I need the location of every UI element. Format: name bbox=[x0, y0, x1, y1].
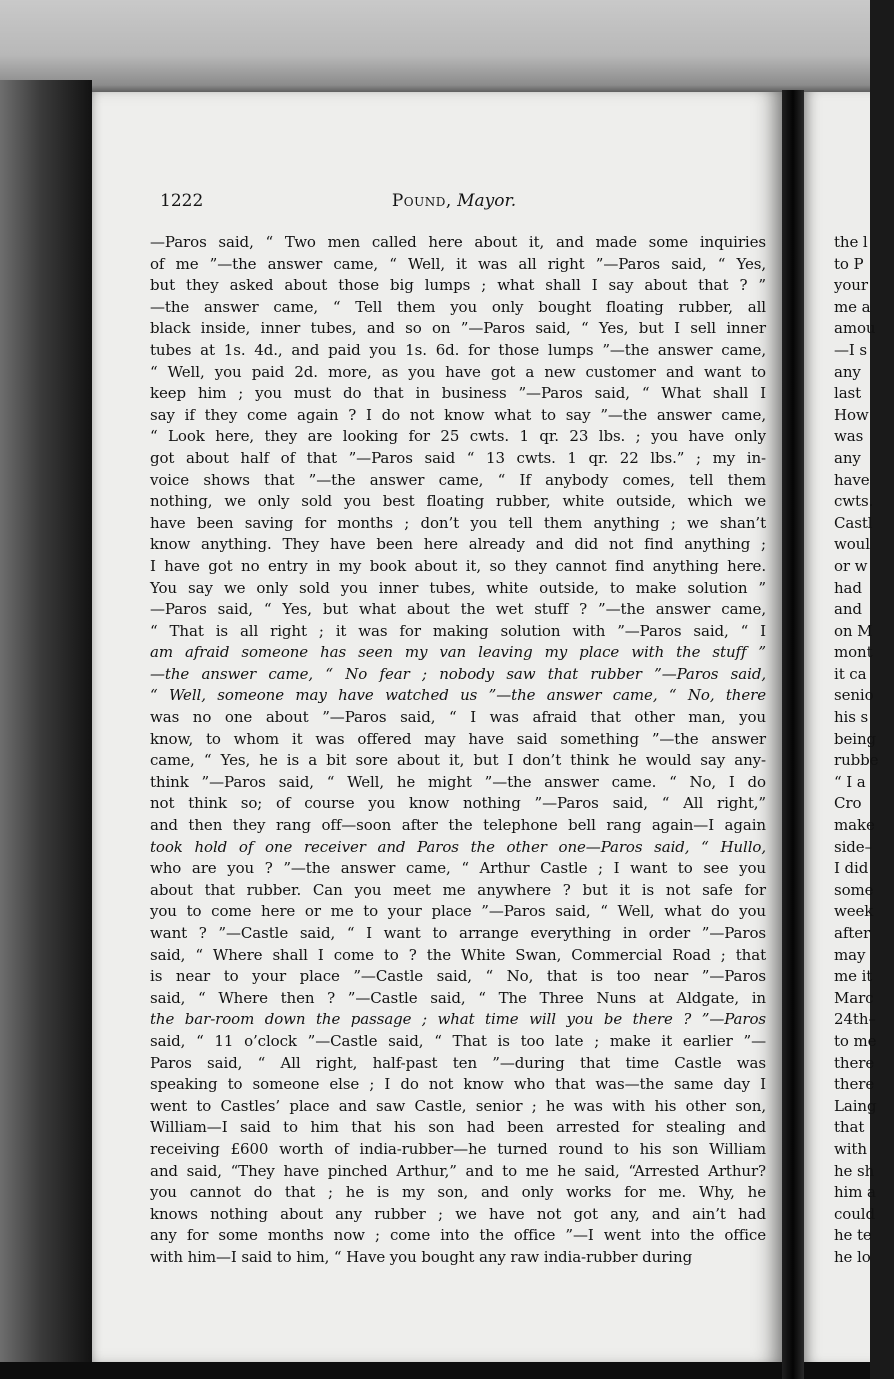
running-head bbox=[0, 186, 870, 216]
text-line: receiving £600 worth of india-rubber—he turned round to his son William bbox=[150, 1139, 766, 1158]
right-page-line: or w bbox=[834, 556, 868, 575]
right-page-line: week bbox=[834, 902, 874, 921]
text-line: “ Well, someone may have watched us ”—the answer came, “ No, there bbox=[150, 686, 766, 705]
right-page-line: may bbox=[834, 945, 866, 964]
text-line: is near to your place ”—Castle said, “ No, that is too near ”—Paros bbox=[150, 967, 766, 986]
right-page-line: any bbox=[834, 448, 861, 467]
text-line: You say we only sold you inner tubes, white outside, to make solution ” bbox=[150, 578, 766, 597]
right-page-line: it ca bbox=[834, 664, 867, 683]
right-page-line: and bbox=[834, 600, 862, 619]
running-head-name: Pound, bbox=[391, 191, 452, 211]
text-line: with him—I said to him, “ Have you bought any raw india-rubber during bbox=[150, 1247, 693, 1266]
text-line: —Paros said, “ Two men called here about it, and made some inquiries bbox=[150, 233, 766, 251]
text-line: knows nothing about any rubber ; we have not got any, and ain’t had bbox=[150, 1204, 766, 1223]
right-page-line: mont bbox=[834, 643, 873, 662]
text-line: any for some months now ; come into the office ”—I went into the office bbox=[150, 1226, 766, 1245]
text-line: know anything. They have been here already and did not find anything ; bbox=[150, 535, 766, 554]
text-line: have been saving for months ; don’t you tell them anything ; we shan’t bbox=[150, 513, 766, 532]
right-page-line: had bbox=[834, 578, 862, 597]
text-line: the bar-room down the passage ; what time will you be there ? ”—Paros bbox=[150, 1010, 766, 1029]
right-page-line: me a bbox=[834, 297, 871, 316]
text-line: William—I said to him that his son had been arrested for stealing and bbox=[150, 1118, 766, 1137]
right-page-line: amou bbox=[834, 319, 876, 338]
text-line: who are you ? ”—the answer came, “ Arthur Castle ; I want to see you bbox=[150, 859, 766, 878]
right-page-line: How bbox=[834, 405, 869, 424]
text-line: took hold of one receiver and Paros the other one—Paros said, “ Hullo, bbox=[150, 837, 766, 856]
text-line: am afraid someone has seen my van leaving my place with the stuff ” bbox=[150, 643, 766, 662]
right-page-line: after bbox=[834, 924, 871, 942]
text-line: Paros said, “ All right, half-past ten ”—during that time Castle was bbox=[150, 1053, 766, 1072]
right-page-line: last bbox=[834, 384, 862, 403]
text-line: want ? ”—Castle said, “ I want to arrange everything in order ”—Paros bbox=[150, 924, 766, 942]
right-page-line: was bbox=[834, 427, 864, 446]
right-page-line: he te bbox=[834, 1226, 872, 1245]
right-page-line: I did bbox=[834, 859, 869, 878]
text-line: speaking to someone else ; I do not know who that was—the same day I bbox=[150, 1075, 766, 1094]
right-page-line: there bbox=[834, 1053, 875, 1072]
right-page-line: on M bbox=[834, 621, 873, 640]
right-page-line: Laing bbox=[834, 1096, 877, 1115]
right-page-line: Castl bbox=[834, 513, 873, 532]
right-page-line: being bbox=[834, 729, 877, 748]
text-line: tubes at 1s. 4d., and paid you 1s. 6d. for those lumps ”—the answer came, bbox=[150, 340, 766, 359]
text-line: “ That is all right ; it was for making solution with ”—Paros said, “ I bbox=[150, 621, 766, 640]
text-line: voice shows that ”—the answer came, “ If anybody comes, tell them bbox=[150, 470, 766, 489]
right-page-line: side– bbox=[834, 837, 872, 856]
book-bottom-edge bbox=[0, 1362, 870, 1379]
right-page-line: with bbox=[834, 1139, 867, 1158]
right-page-line: have bbox=[834, 470, 870, 489]
right-page-line: cwts. bbox=[834, 492, 874, 511]
right-page-line: he lo bbox=[834, 1247, 871, 1266]
text-line: came, “ Yes, he is a bit sore about it, but I don’t think he would say any- bbox=[150, 751, 766, 770]
text-line: but they asked about those big lumps ; what shall I say about that ? ” bbox=[150, 276, 766, 295]
text-line: said, “ 11 o’clock ”—Castle said, “ That is too late ; make it earlier ”— bbox=[150, 1031, 766, 1050]
text-line: you to come here or me to your place ”—Paros said, “ Well, what do you bbox=[150, 902, 766, 921]
right-page-line: could bbox=[834, 1204, 875, 1223]
text-line: not think so; of course you know nothing ”—Paros said, “ All right,” bbox=[150, 794, 766, 813]
right-page-line: any bbox=[834, 362, 861, 381]
right-page-line: me it bbox=[834, 967, 873, 986]
right-page-text bbox=[834, 232, 894, 1269]
right-page-line: he sh bbox=[834, 1161, 875, 1180]
text-line: went to Castles’ place and saw Castle, senior ; he was with his other son, bbox=[150, 1096, 766, 1115]
text-line: you cannot do that ; he is my son, and only works for me. Why, he bbox=[150, 1183, 766, 1202]
right-page-line: some bbox=[834, 880, 874, 899]
right-page-line: senio bbox=[834, 686, 874, 705]
text-line: and then they rang off—soon after the telephone bell rang again—I again bbox=[150, 816, 766, 835]
body-text bbox=[150, 232, 766, 1269]
right-page-line: make bbox=[834, 816, 875, 835]
text-line: know, to whom it was offered may have said something ”—the answer bbox=[150, 729, 766, 748]
right-page-line: Cro bbox=[834, 794, 862, 813]
text-line: black inside, inner tubes, and so on ”—Paros said, “ Yes, but I sell inner bbox=[150, 319, 766, 338]
right-page-line: rubbe bbox=[834, 751, 879, 770]
right-page-line: to me bbox=[834, 1031, 877, 1050]
right-page-line: to P bbox=[834, 254, 864, 273]
scan-background-top bbox=[0, 0, 870, 100]
text-line: I have got no entry in my book about it, so they cannot find anything here. bbox=[150, 556, 766, 575]
text-line: —Paros said, “ Yes, but what about the wet stuff ? ”—the answer came, bbox=[150, 600, 766, 619]
right-page-line: —I s bbox=[834, 340, 867, 359]
text-line: keep him ; you must do that in business ”—Paros said, “ What shall I bbox=[150, 384, 766, 403]
text-line: was no one about ”—Paros said, “ I was afraid that other man, you bbox=[150, 708, 766, 727]
book-gutter bbox=[782, 90, 804, 1379]
page-number: 1222 bbox=[160, 191, 204, 211]
right-page-line: that bbox=[834, 1118, 865, 1137]
text-line: said, “ Where then ? ”—Castle said, “ The Three Nuns at Aldgate, in bbox=[150, 988, 766, 1007]
right-page-line: “ I a bbox=[834, 772, 866, 791]
right-page-line: woul bbox=[834, 535, 870, 554]
book-left-edge bbox=[0, 80, 92, 1379]
right-page-line: there bbox=[834, 1075, 875, 1094]
text-line: “ Well, you paid 2d. more, as you have got a new customer and want to bbox=[150, 362, 766, 381]
right-page-line: his s bbox=[834, 708, 869, 727]
right-page-line: him a bbox=[834, 1183, 876, 1202]
text-line: think ”—Paros said, “ Well, he might ”—the answer came. “ No, I do bbox=[150, 772, 766, 791]
right-page-line: your bbox=[834, 276, 868, 295]
text-line: about that rubber. Can you meet me anywhere ? but it is not safe for bbox=[150, 880, 766, 899]
right-page-line: the l bbox=[834, 233, 868, 251]
running-head-title: Mayor. bbox=[457, 191, 517, 211]
text-line: say if they come again ? I do not know what to say ”—the answer came, bbox=[150, 405, 766, 424]
text-line: of me ”—the answer came, “ Well, it was all right ”—Paros said, “ Yes, bbox=[150, 254, 766, 273]
text-line: and said, “They have pinched Arthur,” and to me he said, “Arrested Arthur? bbox=[150, 1161, 766, 1180]
right-page-line: 24th– bbox=[834, 1010, 876, 1029]
right-page-line: Marc bbox=[834, 988, 874, 1007]
text-line: —the answer came, “ Tell them you only bought floating rubber, all bbox=[150, 297, 766, 316]
text-line: got about half of that ”—Paros said “ 13 cwts. 1 qr. 22 lbs.” ; my in- bbox=[150, 448, 766, 467]
text-line: “ Look here, they are looking for 25 cwts. 1 qr. 23 lbs. ; you have only bbox=[150, 427, 766, 446]
text-line: —the answer came, “ No fear ; nobody saw that rubber ”—Paros said, bbox=[150, 664, 766, 683]
text-line: nothing, we only sold you best floating rubber, white outside, which we bbox=[150, 492, 766, 511]
text-line: said, “ Where shall I come to ? the White Swan, Commercial Road ; that bbox=[150, 945, 766, 964]
